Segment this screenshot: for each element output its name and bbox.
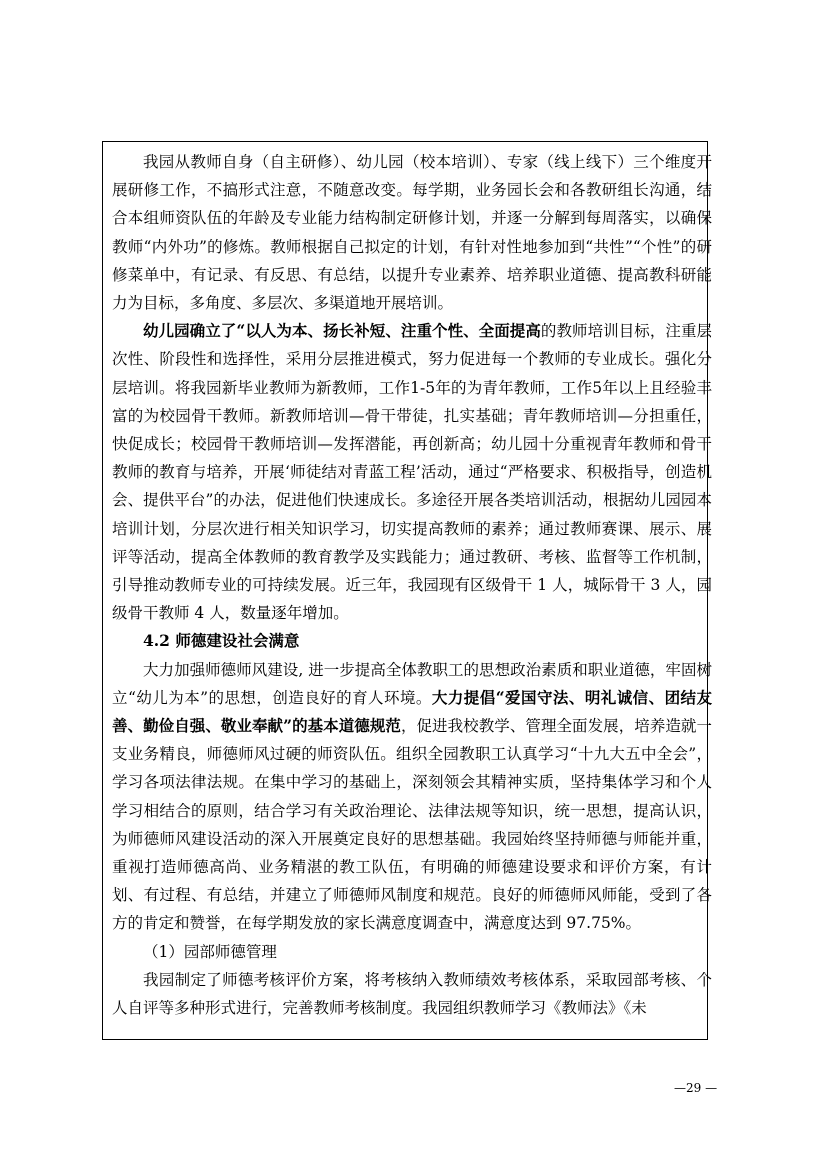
ethics-body-text: ，促进我校教学、管理全面发展，培养造就一支业务精良，师德师风过硬的师资队伍。组织全园教职工认真学习“十九大五中全会”，学习各项法律法规。在集中学习的基础上，深刻领会其精神实质，坚持集体学习和个人学习相结合的原则，结合学习有关政治理论、法律法规等知识，统一思想，提高认识，为师德师风建设活动的深入开展奠定良好的思想基础。我园始终坚持师德与师能并重，重视打造师德高尚、业务精湛的教工队伍，有明确的师德建设要求和评价方案，有计划、有过程、有总结，并建立了师德师风制度和规范。良好的师德师风师能，受到了各方的肯定和赞誉，在每学期发放的家长满意度调查中，满意度达到 97.75%。 — [112, 717, 712, 933]
page-number: —29 — — [674, 1081, 718, 1095]
paragraph-research-modes: 我园从教师自身（自主研修）、幼儿园（校本培训）、专家（线上线下）三个维度开展研修工作，不搞形式注意，不随意改变。每学期，业务园长会和各教研组长沟通，结合本组师资队伍的年龄及专业能力结构制定研修计划，并逐一分解到每周落实，以确保教师“内外功”的修炼。教师根据自己拟定的计划，有针对性地参加到“共性”“个性”的研修菜单中，有记录、有反思、有总结，以提升专业素养、培养职业道德、提高教科研能力为目标，多角度、多层次、多渠道地开展培训。 — [112, 153, 712, 313]
document-body — [112, 148, 712, 1038]
section-heading-4-2: 4.2 师德建设社会满意 — [143, 631, 300, 651]
training-goal-text: 的教师培训目标，注重层次性、阶段性和选择性，采用分层推进模式，努力促进每一个教师的专业成长。强化分层培训。将我园新毕业教师为新教师，工作1-5年的为青年教师，工作5年以上且经验丰富的为校园骨干教师。新教师培训—骨干带徒，扎实基础；青年教师培训—分担重任，快促成长；校园骨干教师培训—发挥潜能，再创新高；幼儿园十分重视青年教师和骨干教师的教育与培养，开展‘师徒结对青蓝工程’活动，通过“严格要求、积极指导，创造机会、提供平台”的办法，促进他们快速成长。多途径开展各类培训活动，根据幼儿园园本培训计划，分层次进行相关知识学习，切实提高教师的素养；通过教师赛课、展示、展评等活动，提高全体教师的教育教学及实践能力；通过教研、考核、监督等工作机制，引导推动教师专业的可持续发展。近三年，我园现有区级骨干 1 人，城际骨干 3 人，园级骨干教师 4 人，数量逐年增加。 — [112, 322, 712, 623]
paragraph-ethics-building — [112, 656, 712, 938]
ethics-intro-text: 大力加强师德师风建设, 进一步提高全体教职工的思想政治素质和职业道德，牢固树立“幼儿为本”的思想，创造良好的育人环境。 — [112, 660, 712, 707]
subheading-ethics-management: （1）园部师德管理 — [143, 942, 277, 961]
paragraph-training-goals — [112, 317, 712, 627]
training-goal-bold: 幼儿园确立了“以人为本、扬长补短、注重个性、全面提高 — [143, 321, 541, 341]
paragraph-ethics-assessment: 我园制定了师德考核评价方案，将考核纳入教师绩效考核体系，采取园部考核、个人自评等多种形式进行，完善教师考核制度。我园组织教师学习《教师法》《未 — [112, 970, 712, 1018]
ethics-norms-bold: 大力提倡“爱国守法、明礼诚信、团结友善、勤俭自强、敬业奉献”的基本道德规范 — [112, 687, 712, 736]
